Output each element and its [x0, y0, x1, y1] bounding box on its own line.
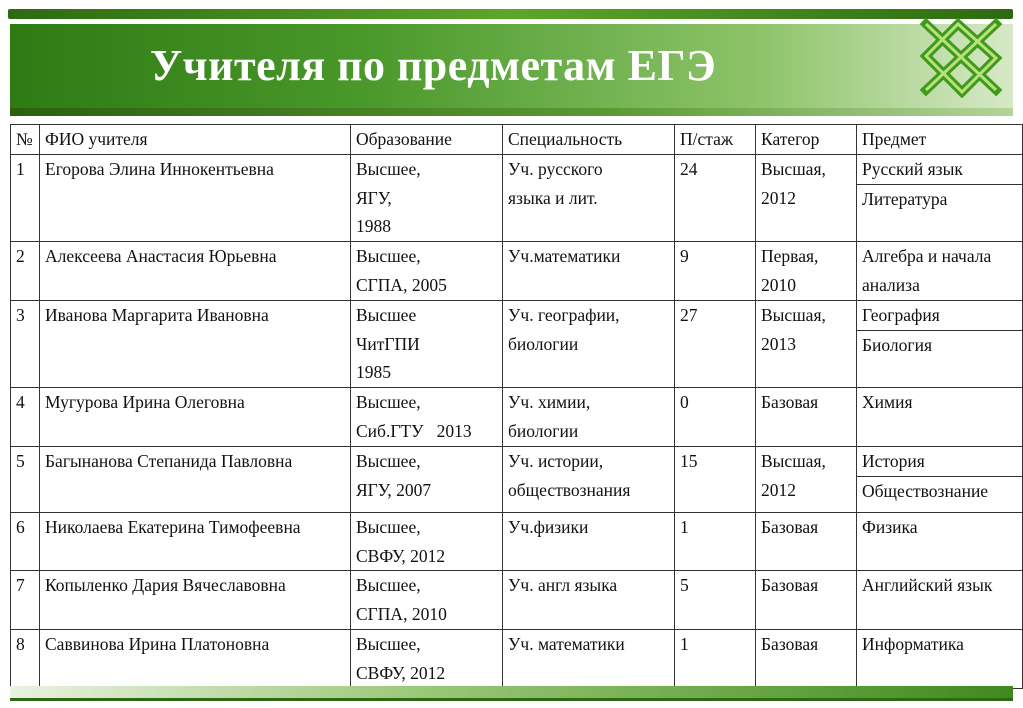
subject-cell: История Обществознание	[857, 446, 1023, 512]
experience-cell: 5	[675, 571, 756, 630]
specialty-cell: Уч. химии, биологии	[503, 388, 675, 447]
row-number: 5	[11, 446, 40, 512]
subject-cell: Английский язык	[857, 571, 1023, 630]
row-number: 6	[11, 512, 40, 571]
education-cell: Высшее, ЯГУ, 2007	[351, 446, 503, 512]
table-row	[11, 629, 1023, 688]
teacher-name: Алексеева Анастасия Юрьевна	[40, 242, 351, 301]
experience-cell: 24	[675, 154, 756, 241]
experience-cell: 0	[675, 388, 756, 447]
column-header-experience: П/стаж	[675, 125, 756, 155]
category-cell: Высшая, 2012	[756, 446, 857, 512]
education-cell: Высшее ЧитГПИ 1985	[351, 300, 503, 387]
specialty-cell: Уч. математики	[503, 629, 675, 688]
column-header-education: Образование	[351, 125, 503, 155]
row-number: 2	[11, 242, 40, 301]
specialty-cell: Уч.математики	[503, 242, 675, 301]
category-cell: Первая, 2010	[756, 242, 857, 301]
subject-cell: Физика	[857, 512, 1023, 571]
education-cell: Высшее, СВФУ, 2012	[351, 629, 503, 688]
experience-cell: 27	[675, 300, 756, 387]
experience-cell: 9	[675, 242, 756, 301]
green-woven-knot-icon	[918, 16, 1004, 98]
column-header-num: №	[11, 125, 40, 155]
subject-cell: Алгебра и начала анализа	[857, 242, 1023, 301]
specialty-cell: Уч. русского языка и лит.	[503, 154, 675, 241]
table-row	[11, 446, 1023, 512]
table-row	[11, 571, 1023, 630]
teacher-name: Саввинова Ирина Платоновна	[40, 629, 351, 688]
education-cell: Высшее, СГПА, 2005	[351, 242, 503, 301]
category-cell: Базовая	[756, 388, 857, 447]
top-decorative-stripe	[8, 9, 1013, 19]
experience-cell: 1	[675, 512, 756, 571]
column-header-category: Категор	[756, 125, 857, 155]
teacher-name: Копыленко Дария Вячеславовна	[40, 571, 351, 630]
specialty-cell: Уч. истории, обществознания	[503, 446, 675, 512]
education-cell: Высшее, ЯГУ, 1988	[351, 154, 503, 241]
table-header-row	[11, 125, 1023, 155]
table-row	[11, 300, 1023, 387]
teachers-table	[10, 124, 1023, 689]
row-number: 3	[11, 300, 40, 387]
column-header-subject: Предмет	[857, 125, 1023, 155]
subject-cell: Русский язык Литература	[857, 154, 1023, 241]
table-row	[11, 154, 1023, 241]
experience-cell: 1	[675, 629, 756, 688]
footer-line	[10, 698, 1013, 701]
specialty-cell: Уч.физики	[503, 512, 675, 571]
column-header-name: ФИО учителя	[40, 125, 351, 155]
table-row	[11, 512, 1023, 571]
footer-decorative-stripe	[10, 686, 1013, 698]
category-cell: Базовая	[756, 571, 857, 630]
education-cell: Высшее, СГПА, 2010	[351, 571, 503, 630]
row-number: 1	[11, 154, 40, 241]
row-number: 7	[11, 571, 40, 630]
row-number: 8	[11, 629, 40, 688]
teacher-name: Мугурова Ирина Олеговна	[40, 388, 351, 447]
teacher-name: Егорова Элина Иннокентьевна	[40, 154, 351, 241]
teacher-name: Багынанова Степанида Павловна	[40, 446, 351, 512]
category-cell: Базовая	[756, 512, 857, 571]
teacher-name: Иванова Маргарита Ивановна	[40, 300, 351, 387]
education-cell: Высшее, Сиб.ГТУ 2013	[351, 388, 503, 447]
category-cell: Высшая, 2013	[756, 300, 857, 387]
category-cell: Высшая, 2012	[756, 154, 857, 241]
table-row	[11, 242, 1023, 301]
specialty-cell: Уч. англ языка	[503, 571, 675, 630]
subject-cell: Информатика	[857, 629, 1023, 688]
row-number: 4	[11, 388, 40, 447]
education-cell: Высшее, СВФУ, 2012	[351, 512, 503, 571]
banner-bottom-stripe	[10, 108, 1013, 116]
subject-cell: География Биология	[857, 300, 1023, 387]
column-header-specialty: Специальность	[503, 125, 675, 155]
specialty-cell: Уч. географии, биологии	[503, 300, 675, 387]
table-row	[11, 388, 1023, 447]
experience-cell: 15	[675, 446, 756, 512]
subject-cell: Химия	[857, 388, 1023, 447]
page-title: Учителя по предметам ЕГЭ	[150, 41, 717, 90]
category-cell: Базовая	[756, 629, 857, 688]
teacher-name: Николаева Екатерина Тимофеевна	[40, 512, 351, 571]
